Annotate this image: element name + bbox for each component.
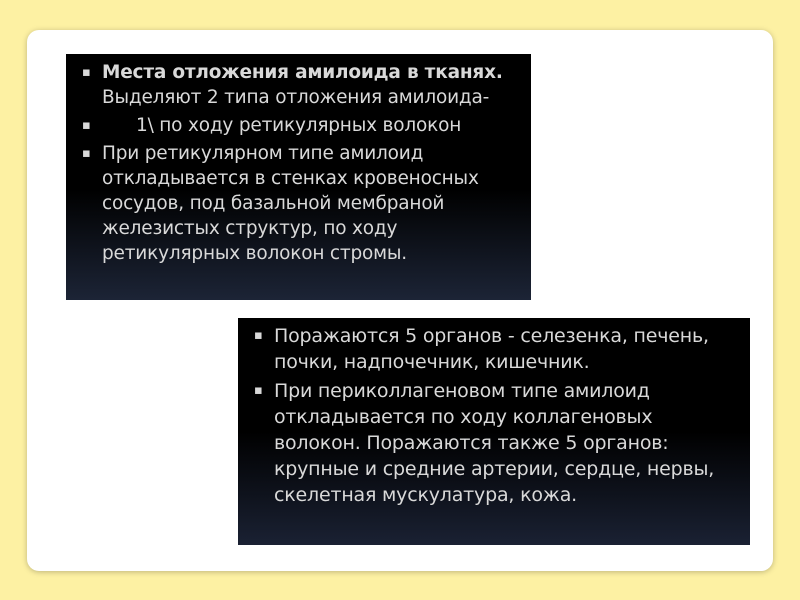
bullet-icon: ▪ bbox=[82, 65, 91, 80]
list-item bbox=[254, 323, 740, 375]
text-box-reticular bbox=[66, 54, 531, 300]
list-item-text: 1\ по ходу ретикулярных волокон bbox=[136, 115, 462, 136]
list-item-text: Поражаются 5 органов - селезенка, печень, почки, надпочечник, кишечник. bbox=[274, 325, 709, 373]
list-item-text: При периколлагеновом типе амилоид откладывается по ходу коллагеновых волокон. Поражаются также 5 органов: крупные и средние артерии, сердце, нервы, скелетная мускулатура, кожа. bbox=[274, 380, 715, 506]
list-item bbox=[82, 141, 523, 266]
heading-text: Места отложения амилоида в тканях. bbox=[102, 62, 503, 83]
text-box-pericollagen bbox=[238, 318, 750, 545]
list-item bbox=[82, 60, 523, 110]
list-item bbox=[82, 113, 523, 138]
bullet-icon: ▪ bbox=[254, 328, 263, 343]
bullet-icon: ▪ bbox=[82, 118, 91, 133]
subheading-text: Выделяют 2 типа отложения амилоида- bbox=[102, 87, 490, 108]
list-item-text: При ретикулярном типе амилоид откладывается в стенках кровеносных сосудов, под базальной мембраной железистых структур, по ходу ретикулярных волокон стромы. bbox=[102, 143, 479, 264]
list-item bbox=[254, 378, 740, 508]
bullet-icon: ▪ bbox=[82, 146, 91, 161]
bullet-icon: ▪ bbox=[254, 383, 263, 398]
